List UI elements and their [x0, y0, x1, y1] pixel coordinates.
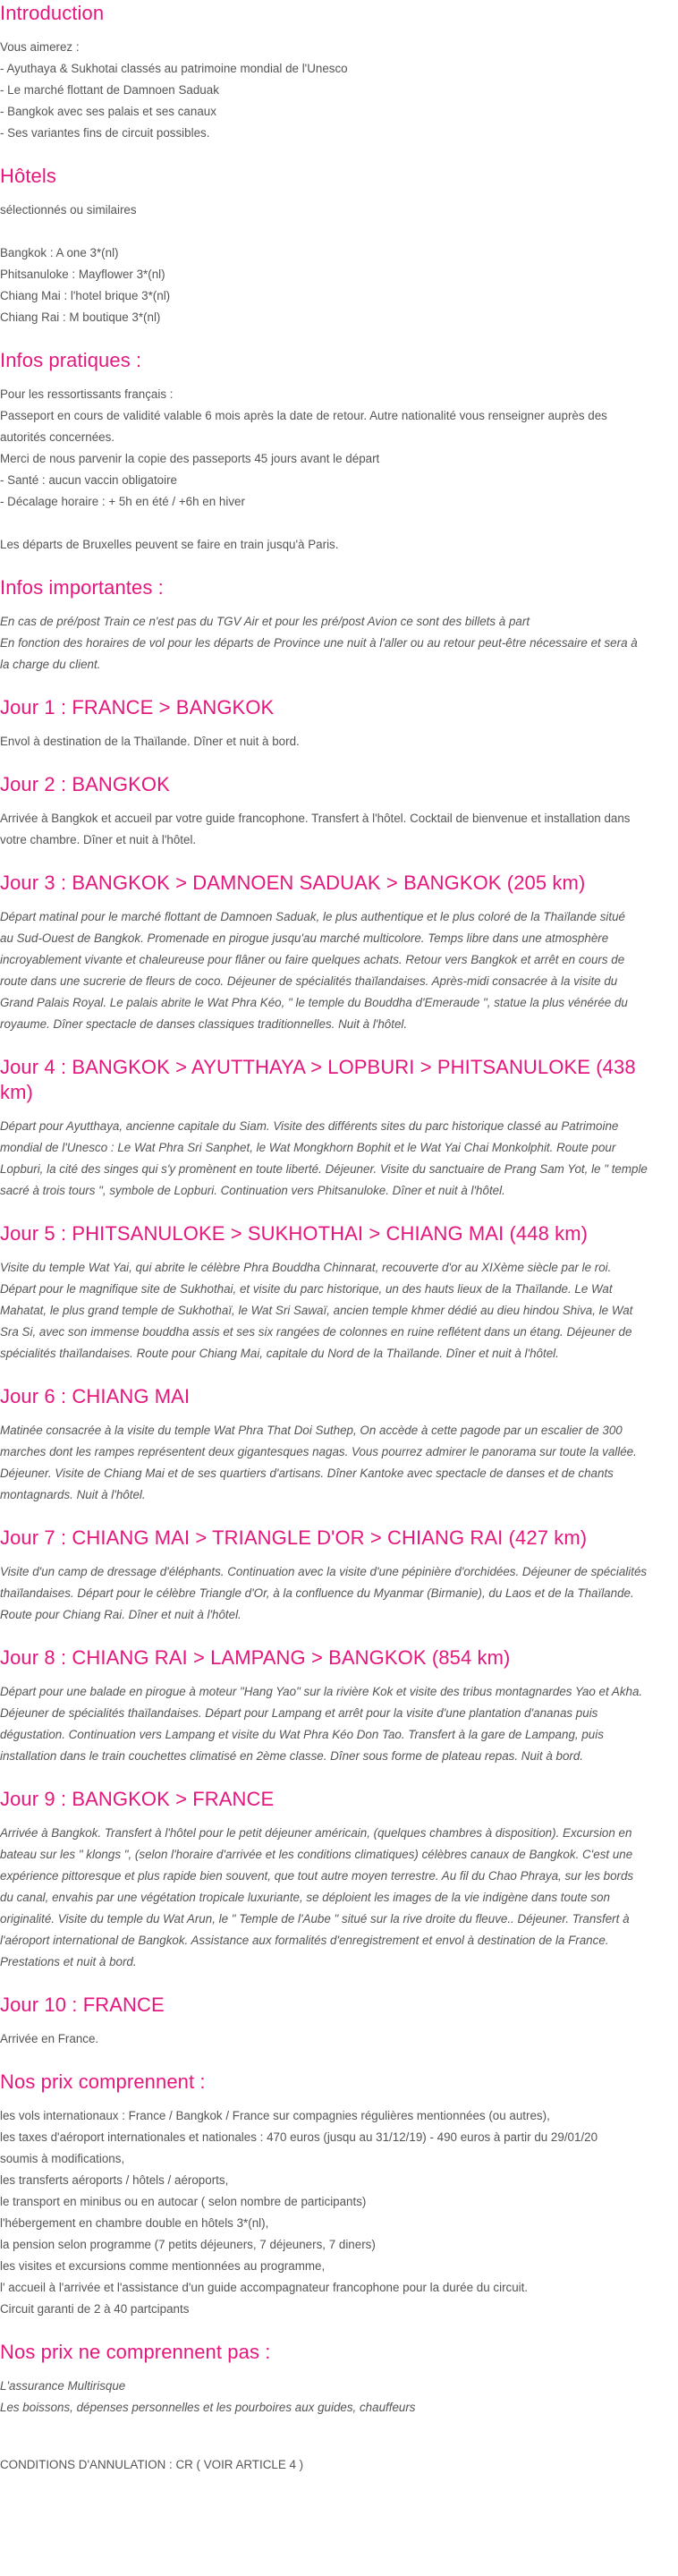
day-description	[0, 808, 665, 851]
day-section	[0, 772, 665, 851]
text-line: l'aéroport international de Bangkok. Assistance aux formalités d'enregistrement et envol à destination de la France.	[0, 1934, 609, 1947]
text-line: royaume. Dîner spectacle de danses classiques traditionnelles. Nuit à l'hôtel.	[0, 1017, 408, 1031]
text-line: bateau sur les " klongs ", (selon l'horaire d'arrivée et les conditions climatiques) célèbres canaux de Bangkok. C'est une	[0, 1848, 633, 1861]
text-line: Phitsanuloke : Mayflower 3*(nl)	[0, 268, 165, 281]
text-line: Envol à destination de la Thaïlande. Dîner et nuit à bord.	[0, 735, 300, 748]
infos-pratiques-section	[0, 348, 665, 556]
day-description	[0, 906, 665, 1035]
text-line: autorités concernées.	[0, 430, 115, 444]
text-line: route dans une sucrerie de fleurs de coco. Déjeuner de spécialités thaïlandaises. Après-midi consacrée à la visite du	[0, 974, 618, 988]
introduction-section	[0, 0, 665, 144]
text-line: Sra Si, avec son immense bouddha assis et ses six rangées de colonnes en ruine reflétent dans un étang. Déjeuner de	[0, 1325, 632, 1339]
text-line: soumis à modifications,	[0, 2152, 125, 2165]
text-line: originalité. Visite du temple du Wat Arun, le " Temple de l'Aube " situé sur la rive droite du fleuve.. Déjeuner. Transfert à	[0, 1912, 630, 1926]
infos-importantes-lines	[0, 611, 665, 676]
day-title: Jour 4 : BANGKOK > AYUTTHAYA > LOPBURI > PHITSANULOKE (438 km)	[0, 1056, 636, 1103]
section-title-hotels: Hôtels	[0, 165, 56, 187]
text-line: - Ayuthaya & Sukhotai classés au patrimoine mondial de l'Unesco	[0, 62, 348, 75]
day-title: Jour 7 : CHIANG MAI > TRIANGLE D'OR > CHIANG RAI (427 km)	[0, 1526, 588, 1549]
section-title-prix-comprennent: Nos prix comprennent :	[0, 2070, 206, 2093]
text-line: les taxes d'aéroport internationales et nationales : 470 euros (jusqu au 31/12/19) - 490 euros à partir du 29/01/20	[0, 2130, 598, 2144]
text-line: Circuit garanti de 2 à 40 partcipants	[0, 2302, 190, 2316]
text-line: En fonction des horaires de vol pour les départs de Province une nuit à l'aller ou au retour peut-être nécessaire et sera à	[0, 636, 638, 650]
section-title-introduction: Introduction	[0, 2, 105, 24]
text-line: En cas de pré/post Train ce n'est pas du TGV Air et pour les pré/post Avion ce sont des billets à part	[0, 615, 530, 628]
text-line: Arrivée à Bangkok et accueil par votre guide francophone. Transfert à l'hôtel. Cocktail de bienvenue et installation dans	[0, 812, 631, 825]
text-line: Déjeuner. Visite de Chiang Mai et de ses quartiers d'artisans. Dîner Kantoke avec spectacle de danses et de chants	[0, 1467, 614, 1480]
text-line: Route pour Chiang Rai. Dîner et nuit à l'hôtel.	[0, 1608, 242, 1621]
text-line: - Ses variantes fins de circuit possibles.	[0, 126, 210, 140]
section-title-infos-importantes: Infos importantes :	[0, 576, 164, 599]
text-line: Arrivée à Bangkok. Transfert à l'hôtel pour le petit déjeuner américain, (quelques chambres à disposition). Excursion en	[0, 1826, 632, 1840]
prix-comprennent-section	[0, 2070, 665, 2320]
prix-ne-comprennent-pas-lines	[0, 2376, 665, 2419]
section-title-prix-ne-comprennent-pas: Nos prix ne comprennent pas :	[0, 2341, 271, 2363]
text-line: Passeport en cours de validité valable 6 mois après la date de retour. Autre nationalité vous renseigner auprès des	[0, 409, 607, 422]
text-line: Déjeuner de spécialités thaïlandaises. Départ pour Lampang et arrêt pour la visite d'une plantation d'ananas puis	[0, 1706, 598, 1720]
day-title: Jour 3 : BANGKOK > DAMNOEN SADUAK > BANGKOK (205 km)	[0, 871, 586, 894]
text-line: Arrivée en France.	[0, 2032, 99, 2045]
text-line: Mahatat, le plus grand temple de Sukhothaï, le Wat Sri Sawaï, ancien temple khmer dédié au dieu hindou Shiva, le Wat	[0, 1304, 633, 1317]
text-line: sélectionnés ou similaires	[0, 203, 137, 217]
text-line: Prestations et nuit à bord.	[0, 1955, 137, 1968]
day-title: Jour 1 : FRANCE > BANGKOK	[0, 696, 275, 718]
text-line: Départ matinal pour le marché flottant de Damnoen Saduak, le plus authentique et le plus coloré de la Thaïlande situé	[0, 910, 625, 923]
text-line: L'assurance Multirisque	[0, 2379, 126, 2393]
text-line: montagnards. Nuit à l'hôtel.	[0, 1488, 146, 1501]
text-line: le transport en minibus ou en autocar ( selon nombre de participants)	[0, 2195, 367, 2208]
text-line: expérience pittoresque et plus rapide bien souvent, que tout autre moyen terrestre. Au fil du Chao Phraya, sur les bords	[0, 1869, 634, 1883]
day-description	[0, 2028, 665, 2050]
text-line: Grand Palais Royal. Le palais abrite le Wat Phra Kéo, " le temple du Bouddha d'Emeraude ", statue la plus vénérée du	[0, 996, 628, 1009]
day-title: Jour 2 : BANGKOK	[0, 773, 170, 795]
text-line: Visite du temple Wat Yai, qui abrite le célèbre Phra Bouddha Chinnarat, recouverte d'or au XIXème siècle par le roi.	[0, 1261, 612, 1274]
text-line	[0, 221, 665, 242]
text-line: Bangkok : A one 3*(nl)	[0, 246, 119, 259]
day-section	[0, 871, 665, 1035]
day-section	[0, 1787, 665, 1973]
text-line: Départ pour le magnifique site de Sukhothai, et visite du parc historique, un des hauts lieux de la Thaïlande. Le Wat	[0, 1282, 613, 1296]
day-section	[0, 1221, 665, 1365]
day-description	[0, 1823, 665, 1973]
text-line: marches dont les rampes représentent deux gigantesques nagas. Vous pourrez admirer le panorama sur toute la vallée.	[0, 1445, 637, 1458]
text-line: l' accueil à l'arrivée et l'assistance d'un guide accompagnateur francophone pour la durée du circuit.	[0, 2281, 529, 2294]
text-line: les transferts aéroports / hôtels / aéroports,	[0, 2173, 229, 2187]
day-title: Jour 9 : BANGKOK > FRANCE	[0, 1788, 275, 1810]
text-line: l'hébergement en chambre double en hôtels 3*(nl),	[0, 2216, 269, 2230]
text-line: sacré à trois tours ", symbole de Lopburi. Continuation vers Phitsanuloke. Dîner et nuit à l'hôtel.	[0, 1184, 505, 1197]
day-description	[0, 1681, 665, 1767]
day-description	[0, 1561, 665, 1626]
infos-pratiques-lines	[0, 384, 665, 556]
text-line: - Le marché flottant de Damnoen Saduak	[0, 83, 219, 97]
day-section	[0, 1384, 665, 1506]
text-line: - Santé : aucun vaccin obligatoire	[0, 473, 178, 487]
section-title-infos-pratiques: Infos pratiques :	[0, 349, 142, 371]
text-line: au Sud-Ouest de Bangkok. Promenade en pirogue jusqu'au marché multicolore. Temps libre dans une atmosphère	[0, 931, 609, 945]
text-line: installation dans le train couchettes climatisé en 2ème classe. Dîner sous forme de plateau repas. Nuit à bord.	[0, 1749, 584, 1763]
text-line: Chiang Rai : M boutique 3*(nl)	[0, 310, 161, 324]
text-line: Merci de nous parvenir la copie des passeports 45 jours avant le départ	[0, 452, 380, 465]
day-description	[0, 1257, 665, 1365]
day-title: Jour 10 : FRANCE	[0, 1994, 165, 2016]
text-line: Visite d'un camp de dressage d'éléphants. Continuation avec la visite d'une pépinière d'orchidées. Déjeuner de spécialités	[0, 1565, 648, 1578]
text-line: Pour les ressortissants français :	[0, 387, 174, 401]
text-line: Les boissons, dépenses personnelles et les pourboires aux guides, chauffeurs	[0, 2401, 416, 2414]
text-line: votre chambre. Dîner et nuit à l'hôtel.	[0, 833, 197, 846]
text-line: Chiang Mai : l'hotel brique 3*(nl)	[0, 289, 171, 302]
text-line: mondial de l'Unesco : Le Wat Phra Sri Sanphet, le Wat Mongkhorn Bophit et le Wat Yai Chai Monkolphit. Route pour	[0, 1141, 616, 1154]
day-section	[0, 695, 665, 752]
text-line: Vous aimerez :	[0, 40, 80, 54]
day-section	[0, 1055, 665, 1202]
day-section	[0, 1645, 665, 1767]
introduction-lines	[0, 37, 665, 144]
hotels-section	[0, 164, 665, 328]
day-description	[0, 731, 665, 752]
text-line: Départ pour Ayutthaya, ancienne capitale du Siam. Visite des différents sites du parc historique classé au Patrimoine	[0, 1119, 619, 1133]
text-line: - Décalage horaire : + 5h en été / +6h en hiver	[0, 495, 245, 508]
day-section	[0, 1526, 665, 1626]
itinerary-days	[0, 695, 665, 2050]
text-line: incroyablement vivante et chaleureuse pour flâner ou faire quelques achats. Retour vers Bangkok et arrêt en cours de	[0, 953, 625, 966]
text-line: Lopburi, la cité des singes qui s'y promènent en toute liberté. Déjeuner. Visite du sanctuaire de Prang Sam Yot, le " temple	[0, 1162, 648, 1176]
day-title: Jour 5 : PHITSANULOKE > SUKHOTHAI > CHIANG MAI (448 km)	[0, 1222, 589, 1245]
text-line: du canal, envahis par une végétation tropicale luxuriante, se déploient les images de la vie indigène dans toute son	[0, 1891, 610, 1904]
prix-comprennent-lines	[0, 2105, 665, 2320]
hotels-lines	[0, 200, 665, 328]
text-line: Départ pour une balade en pirogue à moteur "Hang Yao" sur la rivière Kok et visite des tribus montagnardes Yao et Akha.	[0, 1685, 643, 1698]
text-line: spécialités thaïlandaises. Route pour Chiang Mai, capitale du Nord de la Thaïlande. Dîner et nuit à l'hôtel.	[0, 1347, 559, 1360]
day-section	[0, 1993, 665, 2050]
day-description	[0, 1420, 665, 1506]
text-line: Les départs de Bruxelles peuvent se faire en train jusqu'à Paris.	[0, 538, 339, 551]
day-description	[0, 1116, 665, 1202]
text-line: les visites et excursions comme mentionnées au programme,	[0, 2259, 326, 2273]
conditions-annulation: CONDITIONS D'ANNULATION : CR ( VOIR ARTICLE 4 )	[0, 2458, 304, 2471]
text-line: dégustation. Continuation vers Lampang et visite du Wat Phra Kéo Don Tao. Transfert à la gare de Lampang, puis	[0, 1728, 604, 1741]
day-title: Jour 6 : CHIANG MAI	[0, 1385, 191, 1407]
text-line: la pension selon programme (7 petits déjeuners, 7 déjeuners, 7 diners)	[0, 2238, 376, 2251]
text-line: thaïlandaises. Départ pour le célèbre Triangle d'Or, à la confluence du Myanmar (Birmanie), du Laos et de la Thaïlande.	[0, 1586, 634, 1600]
day-title: Jour 8 : CHIANG RAI > LAMPANG > BANGKOK (854 km)	[0, 1646, 511, 1669]
text-line: les vols internationaux : France / Bangkok / France sur compagnies régulières mentionnées (ou autres),	[0, 2109, 550, 2122]
text-line: Matinée consacrée à la visite du temple Wat Phra That Doi Suthep, On accède à cette pagode par un escalier de 300	[0, 1424, 623, 1437]
text-line: - Bangkok avec ses palais et ses canaux	[0, 105, 216, 118]
prix-ne-comprennent-pas-section	[0, 2340, 665, 2419]
infos-importantes-section	[0, 575, 665, 676]
text-line	[0, 513, 665, 534]
text-line: la charge du client.	[0, 658, 101, 671]
